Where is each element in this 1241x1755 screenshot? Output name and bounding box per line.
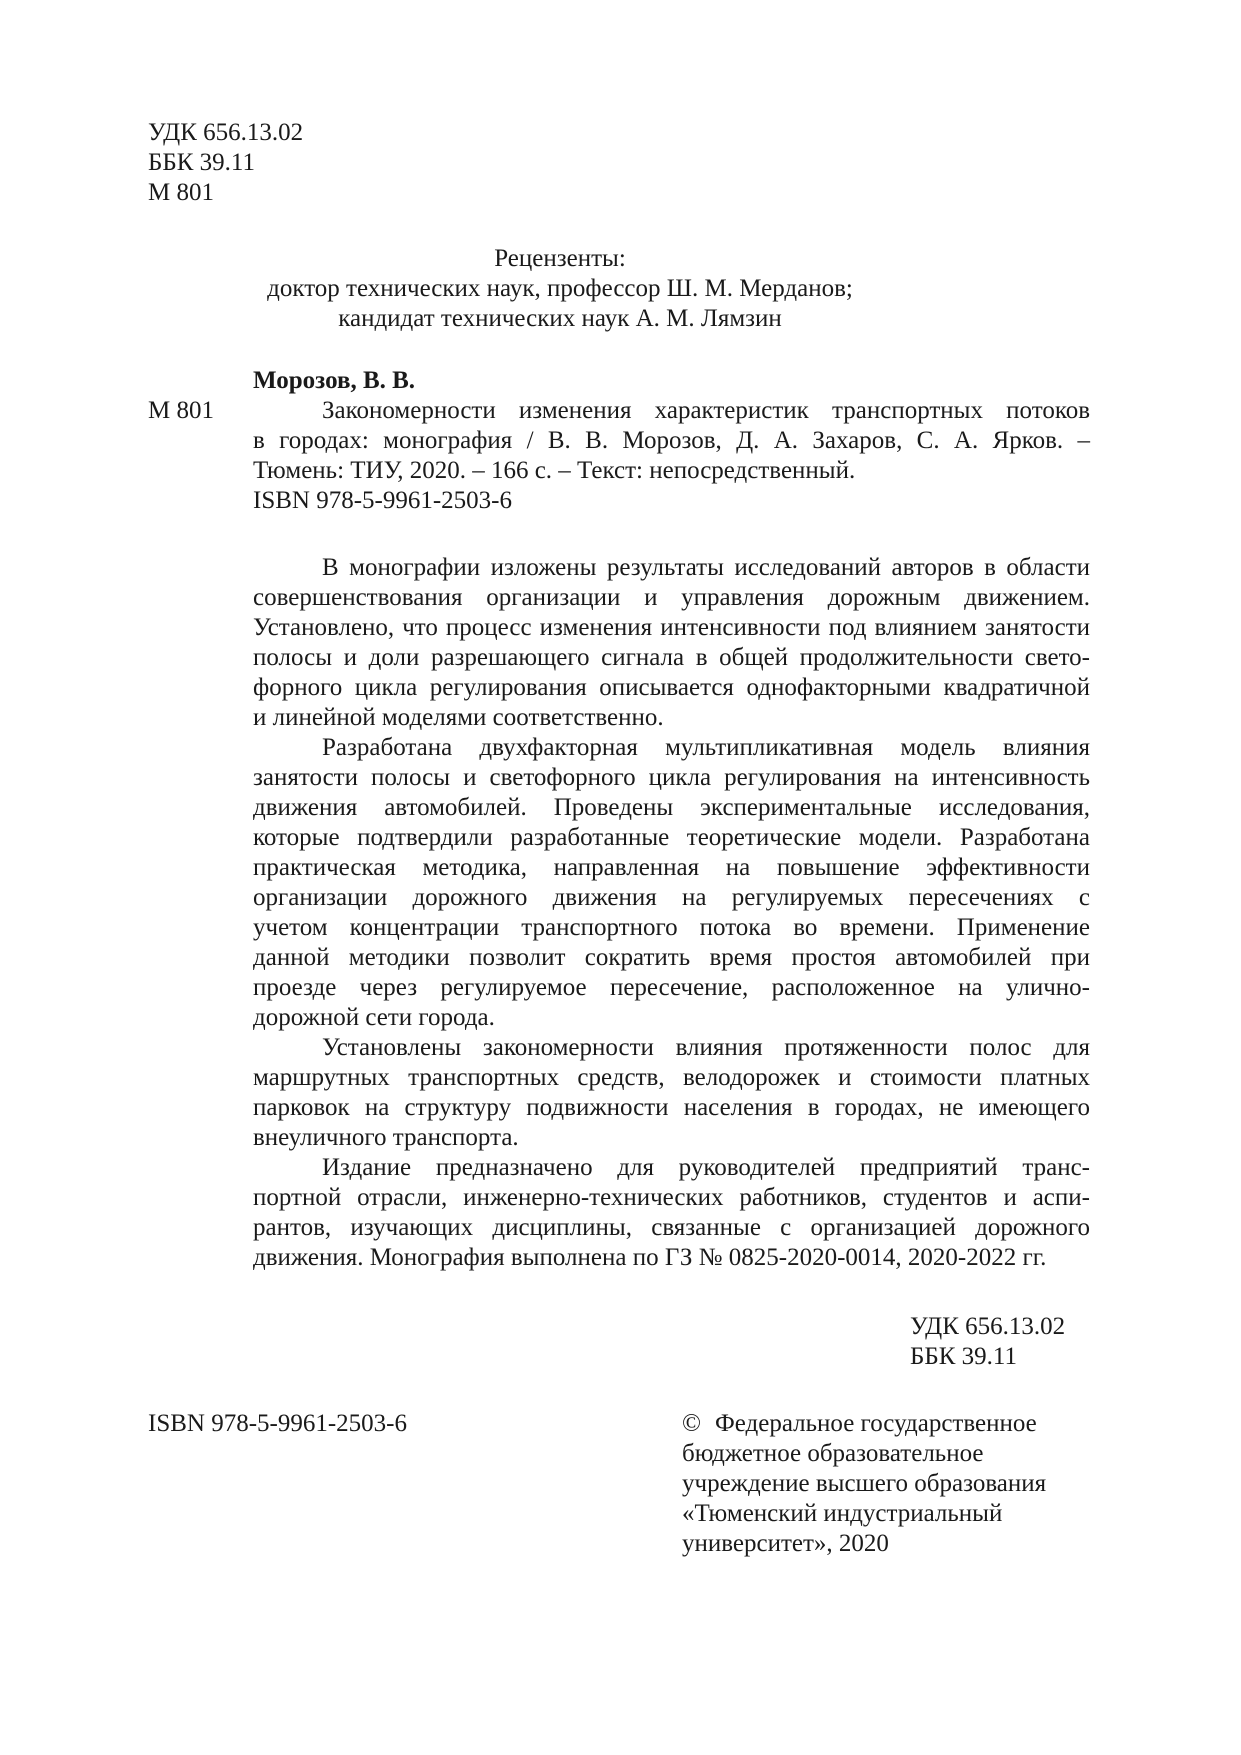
abstract-line: Издание предназначено для руководителей предприятий транс- (322, 1154, 1090, 1181)
abstract-line: полосы и доли разрешающего сигнала в общей продолжительности свето- (253, 644, 1090, 671)
abstract-line: занятости полосы и светофорного цикла регулирования на интенсивность (253, 764, 1090, 791)
copyright-line: университет», 2020 (682, 1530, 889, 1557)
abstract-line: Установлены закономерности влияния протяженности полос для (322, 1034, 1090, 1061)
copyright-line: учреждение высшего образования (682, 1470, 1047, 1497)
copyright-line: «Тюменский индустриальный (682, 1500, 1003, 1527)
abstract-line: практическая методика, направленная на повышение эффективности (253, 854, 1090, 881)
abstract-line: портной отрасли, инженерно-технических работников, студентов и аспи- (253, 1184, 1090, 1211)
abstract-line: форного цикла регулирования описывается однофакторными квадратичной (253, 674, 1090, 701)
bibliographic-description (253, 396, 1090, 516)
author-mark-top: М 801 (148, 179, 214, 206)
copyright-line: Федеральное государственное (715, 1410, 1037, 1437)
entry-line: Закономерности изменения характеристик транспортных потоков (322, 397, 1090, 424)
entry-isbn: ISBN 978-5-9961-2503-6 (253, 487, 513, 514)
author-mark-code: М 801 (148, 397, 214, 424)
abstract-line: рантов, изучающих дисциплины, связанные с организацией дорожного (253, 1214, 1090, 1241)
abstract-line: которые подтвердили разработанные теоретические модели. Разработана (253, 824, 1090, 851)
abstract-line: данной методики позволит сократить время простоя автомобилей при (253, 944, 1090, 971)
abstract-line: В монографии изложены результаты исследований авторов в области (322, 554, 1090, 581)
reviewers-block (200, 244, 920, 334)
abstract-paragraph-1 (253, 553, 1090, 733)
abstract-line: Установлено, что процесс изменения интенсивности под влиянием занятости (253, 614, 1090, 641)
copyright-line: бюджетное образовательное (682, 1440, 984, 1467)
abstract-line: совершенствования организации и управления дорожным движением. (253, 584, 1090, 611)
reviewers-heading: Рецензенты: (494, 245, 626, 272)
entry-line: Тюмень: ТИУ, 2020. – 166 с. – Текст: непосредственный. (253, 457, 856, 484)
author-heading: Морозов, В. В. (253, 367, 416, 394)
isbn-bottom: ISBN 978-5-9961-2503-6 (148, 1410, 408, 1437)
abstract-paragraph-4 (253, 1153, 1090, 1273)
reviewer-line: доктор технических наук, профессор Ш. М. Мерданов; (267, 275, 853, 302)
abstract-line: парковок на структуру подвижности населения в городах, не имеющего (253, 1094, 1090, 1121)
abstract-line: проезде через регулируемое пересечение, расположенное на улично- (253, 974, 1090, 1001)
abstract-line: организации дорожного движения на регулируемых пересечениях с (253, 884, 1090, 911)
abstract (253, 553, 1090, 1273)
bbk-code-top: ББК 39.11 (148, 149, 255, 176)
entry-line: в городах: монография / В. В. Морозов, Д. А. Захаров, С. А. Ярков. – (253, 427, 1090, 454)
classification-top (148, 118, 303, 208)
abstract-line: движения автомобилей. Проведены экспериментальные исследования, (253, 794, 1090, 821)
abstract-line: движения. Монография выполнена по ГЗ № 0825-2020-0014, 2020-2022 гг. (253, 1244, 1047, 1271)
abstract-line: маршрутных транспортных средств, велодорожек и стоимости платных (253, 1064, 1090, 1091)
abstract-line: и линейной моделями соответственно. (253, 704, 664, 731)
abstract-line: учетом концентрации транспортного потока во времени. Применение (253, 914, 1090, 941)
copyright-first-line (682, 1409, 1046, 1439)
abstract-line: Разработана двухфакторная мультипликативная модель влияния (322, 734, 1090, 761)
copyright-symbol: © (682, 1410, 701, 1437)
abstract-paragraph-3 (253, 1033, 1090, 1153)
copyright-block (682, 1409, 1046, 1559)
udk-code-bottom: УДК 656.13.02 (910, 1313, 1066, 1340)
abstract-line: дорожной сети города. (253, 1004, 495, 1031)
reviewer-line: кандидат технических наук А. М. Лямзин (338, 305, 782, 332)
abstract-paragraph-2 (253, 733, 1090, 1033)
udk-code-top: УДК 656.13.02 (148, 119, 304, 146)
classification-bottom (910, 1312, 1065, 1372)
abstract-line: внеуличного транспорта. (253, 1124, 519, 1151)
bbk-code-bottom: ББК 39.11 (910, 1343, 1017, 1370)
